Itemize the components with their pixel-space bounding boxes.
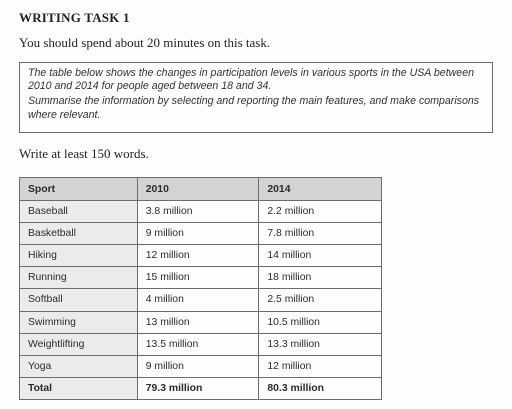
table-row	[20, 355, 382, 377]
prompt-description: The table below shows the changes in participation levels in various sports in the USA between 2010 and 2014 for people aged between 18 and 34.	[28, 67, 474, 93]
sport-name: Yoga	[20, 355, 138, 377]
table-row	[20, 223, 382, 245]
sport-name: Running	[20, 267, 138, 289]
value-2014: 2.2 million	[259, 201, 382, 223]
value-2014: 10.5 million	[259, 311, 382, 333]
task-heading: WRITING TASK 1	[19, 10, 130, 25]
value-2014: 7.8 million	[259, 223, 382, 245]
value-2010: 9 million	[137, 355, 259, 377]
total-label: Total	[20, 377, 138, 399]
time-instruction: You should spend about 20 minutes on this task.	[19, 35, 271, 50]
value-2010: 13 million	[137, 311, 259, 333]
table-row	[20, 201, 382, 223]
value-2010: 13.5 million	[137, 333, 259, 355]
sport-name: Softball	[20, 289, 138, 311]
sport-name: Swimming	[20, 311, 138, 333]
value-2014: 2.5 million	[259, 289, 382, 311]
value-2014: 18 million	[259, 267, 382, 289]
sport-name: Hiking	[20, 245, 138, 267]
table-header-row	[20, 178, 382, 201]
value-2014: 12 million	[259, 355, 382, 377]
sport-name: Basketball	[20, 223, 138, 245]
total-2014: 80.3 million	[259, 377, 382, 399]
value-2010: 12 million	[137, 245, 259, 267]
sport-name: Baseball	[20, 201, 138, 223]
table-row	[20, 333, 382, 355]
table-row	[20, 311, 382, 333]
header-2010: 2010	[137, 178, 259, 201]
value-2010: 3.8 million	[137, 201, 259, 223]
header-sport: Sport	[20, 178, 138, 201]
task-prompt-box	[19, 62, 493, 133]
sport-name: Weightlifting	[20, 333, 138, 355]
header-2014: 2014	[259, 178, 382, 201]
value-2010: 9 million	[137, 223, 259, 245]
table-total-row	[20, 377, 382, 399]
value-2014: 13.3 million	[259, 333, 382, 355]
value-2010: 4 million	[137, 289, 259, 311]
sports-participation-table	[19, 177, 382, 400]
prompt-instructions: Summarise the information by selecting and reporting the main features, and make comparisons where relevant.	[28, 95, 480, 121]
table-row	[20, 245, 382, 267]
value-2010: 15 million	[137, 267, 259, 289]
total-2010: 79.3 million	[137, 377, 259, 399]
word-count-instruction: Write at least 150 words.	[19, 146, 149, 161]
table-row	[20, 289, 382, 311]
table-row	[20, 267, 382, 289]
value-2014: 14 million	[259, 245, 382, 267]
